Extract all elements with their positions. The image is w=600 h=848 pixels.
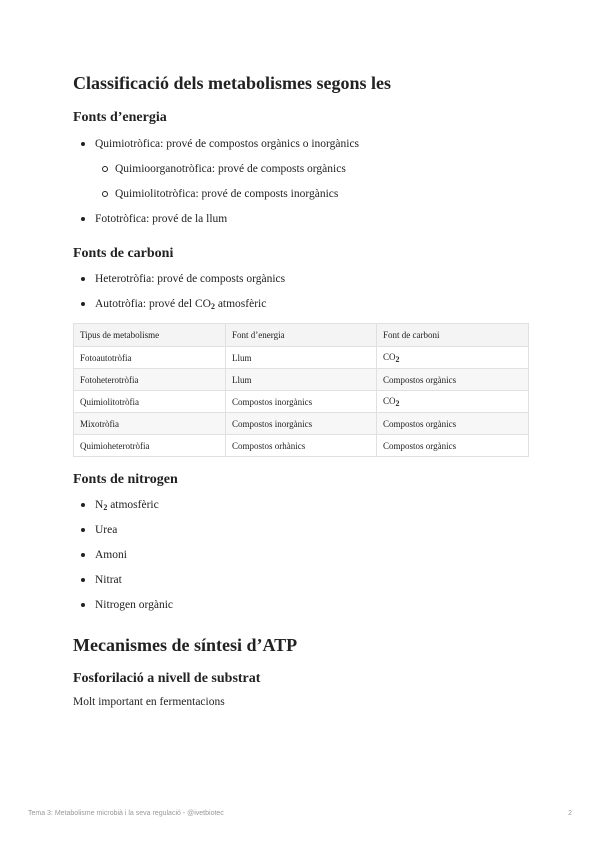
metabolism-table <box>73 323 529 457</box>
table-cell: Llum <box>226 369 377 391</box>
table-cell: Compostos inorgànics <box>226 391 377 413</box>
table-cell: Llum <box>226 347 377 369</box>
bullet-icon <box>81 302 85 306</box>
table-cell: Fotoheterotròfia <box>74 369 226 391</box>
list-item: Autotròfia: prové del $CO_2$ atmosfèric <box>73 297 528 322</box>
energy-list <box>73 137 528 237</box>
table-cell: Fotoautotròfia <box>74 347 226 369</box>
list-item: Quimiotròfica: prové de compostos orgànics o inorgànics <box>73 137 528 162</box>
carbon-list <box>73 272 528 322</box>
section-title-atp: Mecanismes de síntesi d’ATP <box>73 635 298 655</box>
bullet-icon <box>81 578 85 582</box>
table-cell: Compostos orgànics <box>377 435 529 457</box>
list-item: Nitrogen orgànic <box>73 598 528 623</box>
table-row <box>74 435 529 457</box>
list-item: Amoni <box>73 548 528 573</box>
table-row <box>74 347 529 369</box>
table-cell: Quimiolitotròfia <box>74 391 226 413</box>
list-item: $N_2$ atmosfèric <box>73 498 528 523</box>
table-header: Font d’energia <box>226 324 377 347</box>
footer-text: Tema 3: Metabolisme microbià i la seva regulació - @ivetbiotec <box>28 810 224 817</box>
table-header: Font de carboni <box>377 324 529 347</box>
table-cell: Compostos inorgànics <box>226 413 377 435</box>
bullet-icon <box>102 191 108 197</box>
bullet-icon <box>81 503 85 507</box>
bullet-icon <box>81 553 85 557</box>
paragraph-text: Molt important en fermentacions <box>73 696 225 708</box>
list-item: Heterotròfia: prové de composts orgànics <box>73 272 528 297</box>
table-cell: $CO_2$ <box>377 347 529 369</box>
table-cell: Mixotròfia <box>74 413 226 435</box>
list-item: Fototròfica: prové de la llum <box>73 212 528 237</box>
table-cell: Compostos orhànics <box>226 435 377 457</box>
table-row <box>74 391 529 413</box>
list-item: Urea <box>73 523 528 548</box>
section-title-classification: Classificació dels metabolismes segons les <box>73 73 391 93</box>
bullet-icon <box>81 217 85 221</box>
list-item: Quimioorganotròfica: prové de composts orgànics <box>73 162 528 187</box>
table-cell: Compostos orgànics <box>377 369 529 391</box>
subtitle-energy-sources: Fonts d’energia <box>73 110 167 125</box>
subtitle-carbon-sources: Fonts de carboni <box>73 246 174 261</box>
nitrogen-list <box>73 498 528 623</box>
page-number: 2 <box>568 810 572 817</box>
bullet-icon <box>102 166 108 172</box>
bullet-icon <box>81 603 85 607</box>
subtitle-substrate-phosphorylation: Fosforilació a nivell de substrat <box>73 671 261 686</box>
table-cell: Compostos orgànics <box>377 413 529 435</box>
table-header-row <box>74 324 529 347</box>
bullet-icon <box>81 528 85 532</box>
list-item: Nitrat <box>73 573 528 598</box>
bullet-icon <box>81 277 85 281</box>
table-cell: $CO_2$ <box>377 391 529 413</box>
table-header: Tipus de metabolisme <box>74 324 226 347</box>
bullet-icon <box>81 142 85 146</box>
table-row <box>74 413 529 435</box>
subtitle-nitrogen-sources: Fonts de nitrogen <box>73 472 178 487</box>
table-cell: Quimioheterotròfia <box>74 435 226 457</box>
table-row <box>74 369 529 391</box>
list-item: Quimiolitotròfica: prové de composts inorgànics <box>73 187 528 212</box>
